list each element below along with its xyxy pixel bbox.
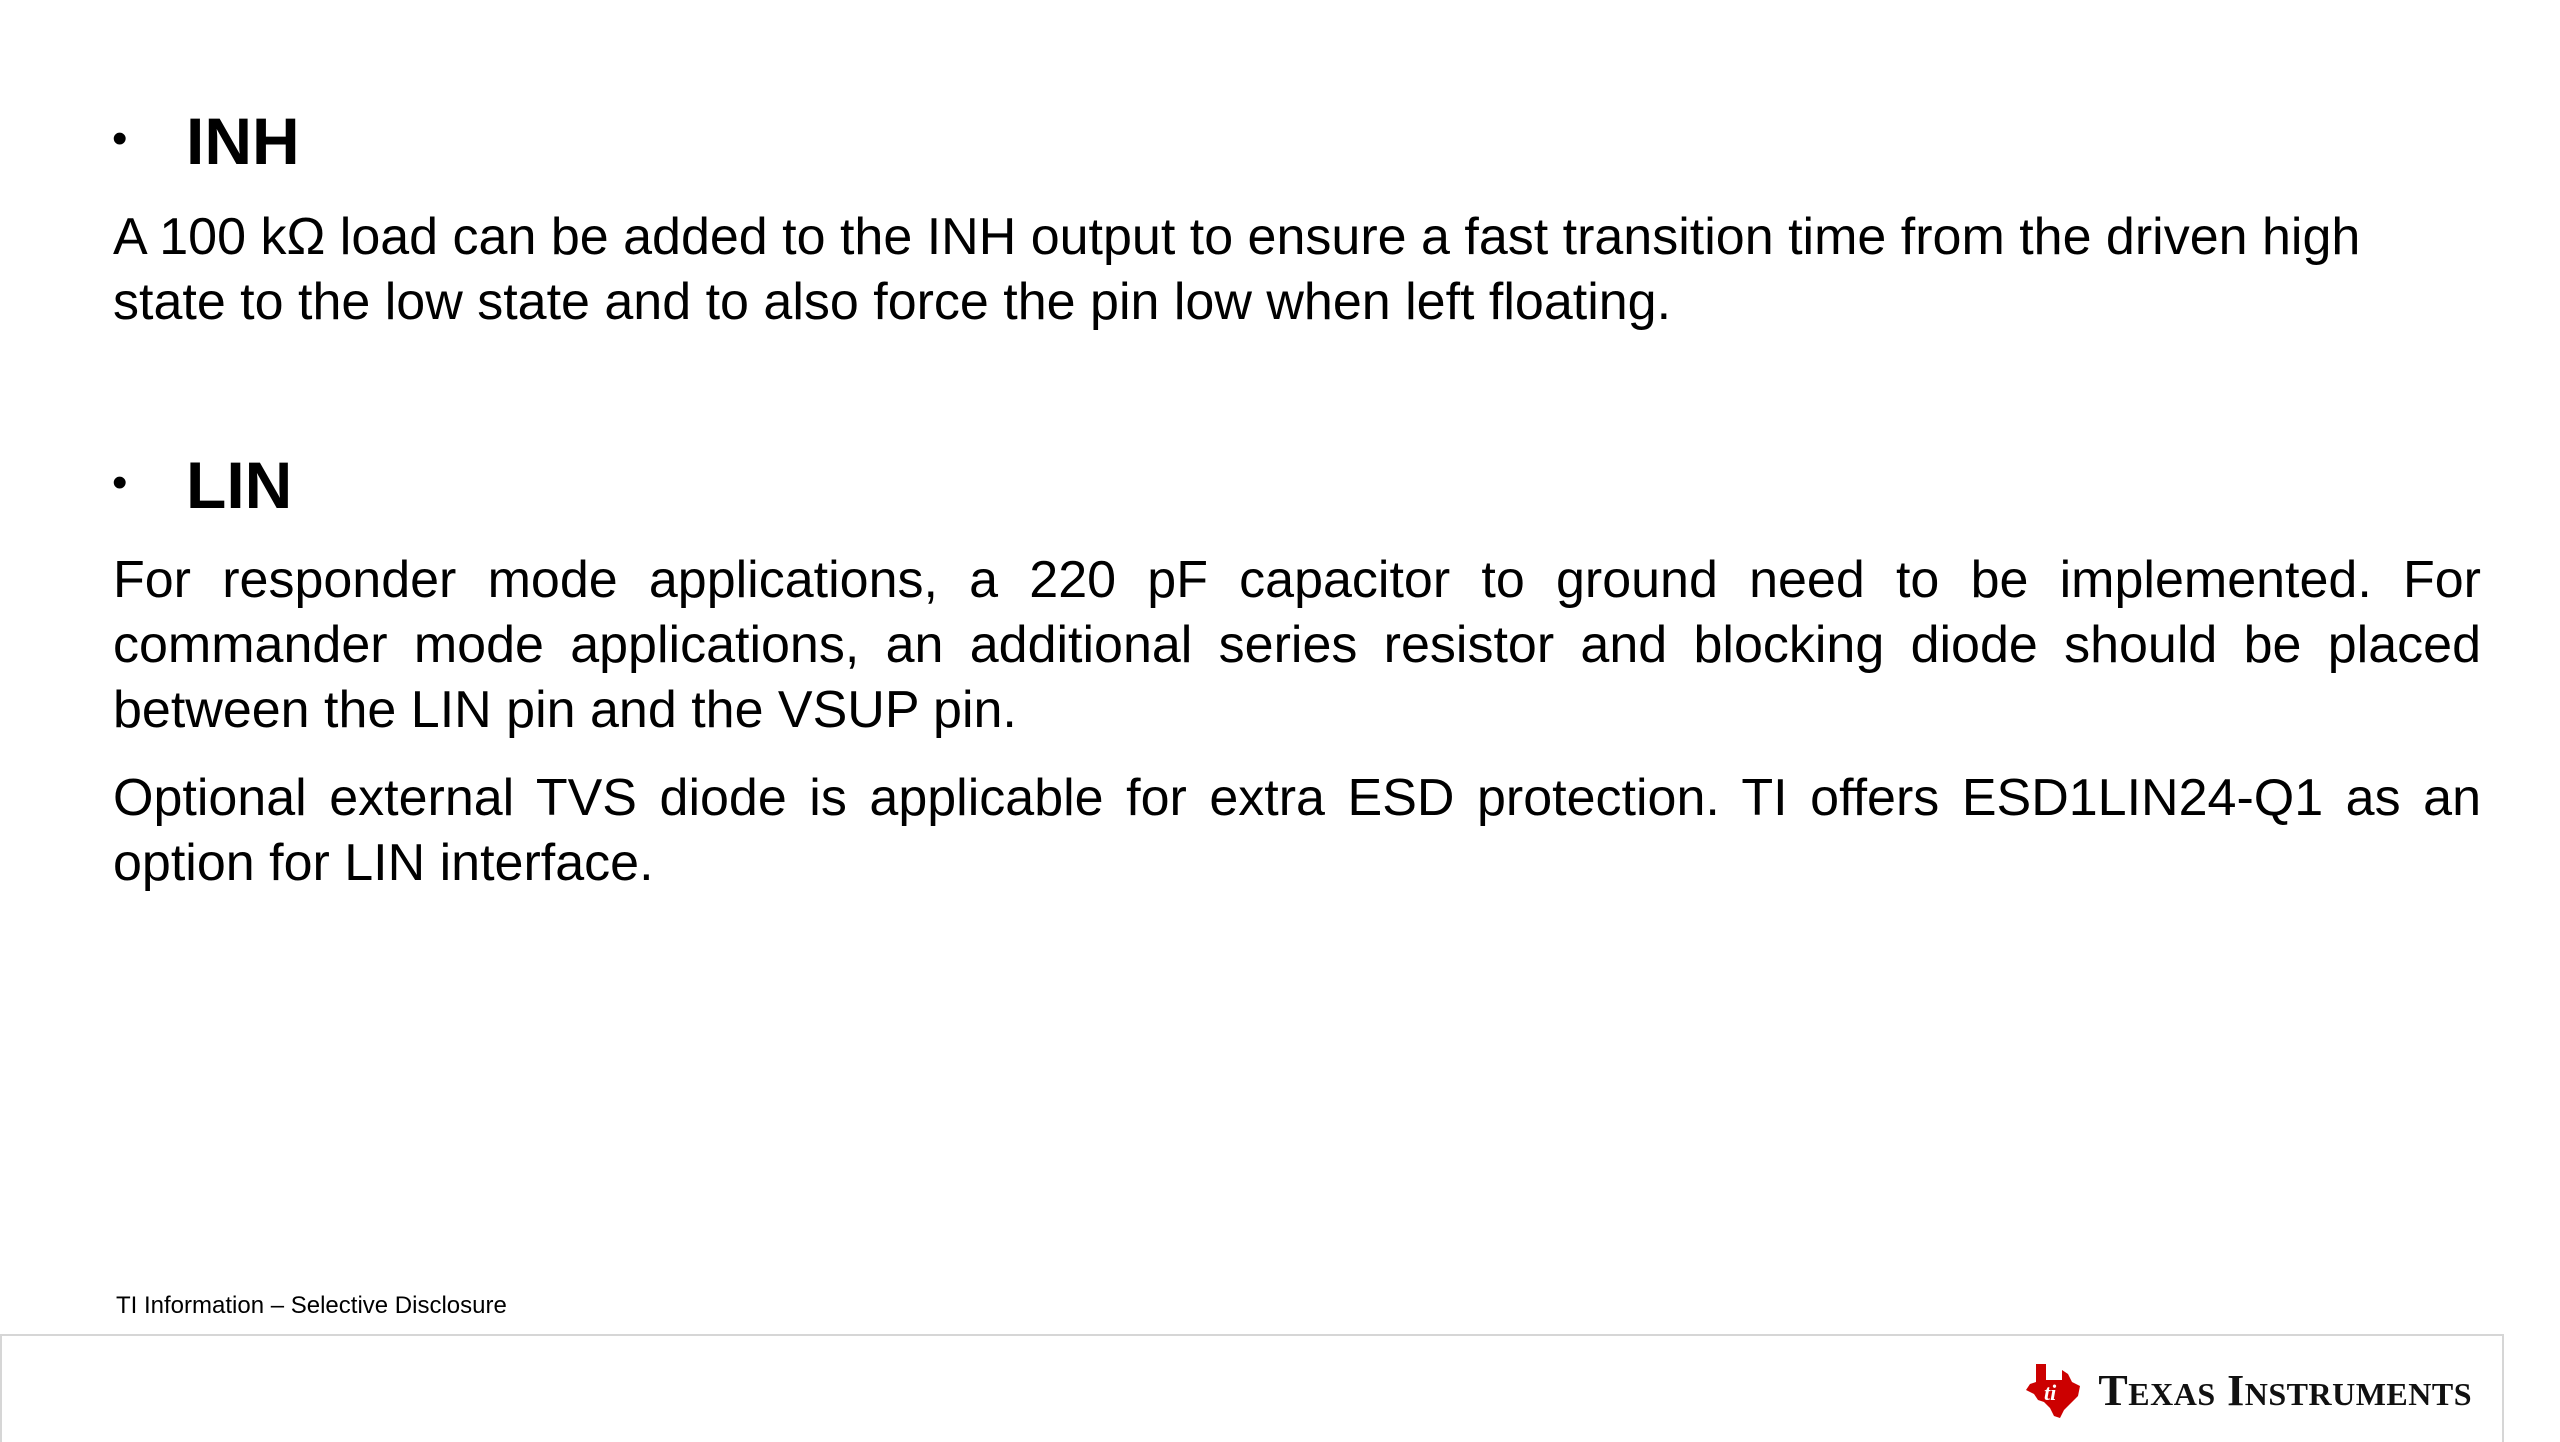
bullet-marker: • xyxy=(112,458,128,507)
lin-description-mode: For responder mode applications, a 220 pF capacitor to ground need to be implemented. For commander mode applications, an additional series resistor and blocking diode should be placed between the LIN pin and the VSUP pin. xyxy=(113,551,2481,739)
svg-text:ti: ti xyxy=(2044,1380,2057,1405)
footer-bar xyxy=(0,1334,2504,1442)
ti-texas-state-logo-icon xyxy=(2022,1360,2084,1422)
section-title-inh: INH xyxy=(186,104,300,178)
ti-logo xyxy=(2022,1360,2472,1422)
section-heading-inh xyxy=(112,104,300,178)
section-title-lin: LIN xyxy=(186,448,293,522)
ti-wordmark: TEXAS INSTRUMENTS xyxy=(2098,1366,2472,1415)
inh-description: A 100 kΩ load can be added to the INH output to ensure a fast transition time from the driven high state to the low state and to also force the pin low when left floating. xyxy=(113,208,2361,331)
bullet-marker: • xyxy=(112,114,128,163)
lin-description-tvs: Optional external TVS diode is applicable for extra ESD protection. TI offers ESD1LIN24-Q1 as an option for LIN interface. xyxy=(113,769,2481,892)
section-heading-lin xyxy=(112,448,293,522)
classification-label: TI Information – Selective Disclosure xyxy=(116,1292,507,1319)
